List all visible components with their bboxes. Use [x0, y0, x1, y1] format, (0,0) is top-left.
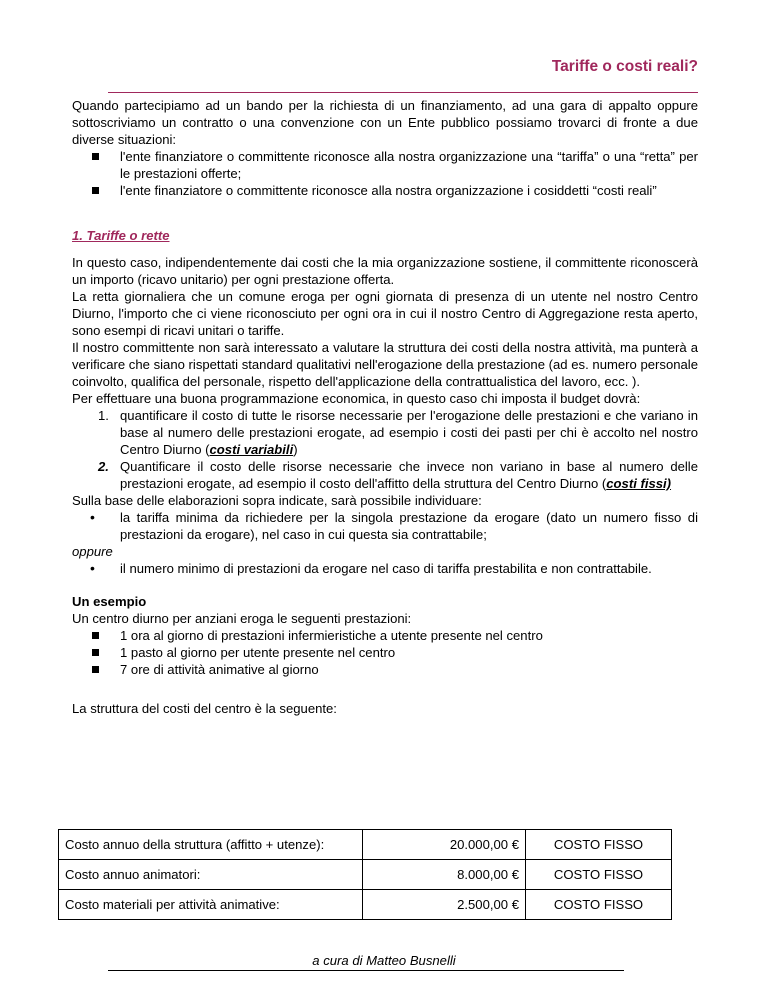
spacer — [72, 678, 698, 700]
budget-steps-list — [72, 407, 698, 492]
cost-structure-intro: La struttura del costi del centro è la seguente: — [72, 701, 337, 716]
intro-bullet-list — [72, 148, 698, 199]
section1-paragraph: La retta giornaliera che un comune eroga per ogni giornata di presenza di un utente nel nostro Centro Diurno, l'importo che ci viene riconosciuto per ogni ora in cui il nostro Centro di Aggregazione resta aperto, sono esempi di ricavi unitari o tariffe. — [72, 289, 698, 338]
cost-amount: 2.500,00 € — [363, 890, 526, 920]
list-item: • il numero minimo di prestazioni da erogare nel caso di tariffa prestabilita e non contrattabile. — [90, 560, 652, 576]
table-row — [59, 860, 672, 890]
spacer — [72, 577, 698, 593]
section1-paragraph: Il nostro committente non sarà interessato a valutare la struttura dei costi della nostra attività, ma punterà a verificare che siano rispettati standard qualitativi nell'erogazione della prestazione (ad es. numero personale coinvolto, qualifica del personale, rispetto dell'applicazione della contrattualistica del lavoro, ecc. ). — [72, 340, 698, 389]
table-row — [59, 830, 672, 860]
example-heading: Un esempio — [72, 594, 147, 609]
header-divider — [108, 92, 698, 93]
footer-author: a cura di Matteo Busnelli — [312, 953, 456, 968]
cost-table — [58, 829, 672, 920]
step-number: 2. — [98, 459, 109, 474]
list-item: l'ente finanziatore o committente riconosce alla nostra organizzazione i cosiddetti “costi reali” — [120, 182, 698, 199]
outcome-list — [72, 509, 698, 543]
list-item: • la tariffa minima da richiedere per la singola prestazione da erogare (dato un numero fisso di prestazioni da erogare), nel caso in cui questa sia contrattabile; — [90, 509, 698, 542]
section1-paragraph: Sulla base delle elaborazioni sopra indicate, sarà possibile individuare: — [72, 493, 482, 508]
square-bullet-icon — [92, 632, 99, 639]
cost-type: COSTO FISSO — [526, 830, 672, 860]
list-item: 1 ora al giorno di prestazioni infermieristiche a utente presente nel centro — [120, 627, 698, 644]
emphasis-costi-variabili: costi variabili — [209, 442, 294, 457]
cost-label: Costo annuo animatori: — [59, 860, 363, 890]
section1-paragraph: Per effettuare una buona programmazione economica, in questo caso chi imposta il budget dovrà: — [72, 391, 641, 406]
cost-label: Costo materiali per attività animative: — [59, 890, 363, 920]
list-item: l'ente finanziatore o committente riconosce alla nostra organizzazione una “tariffa” o una “retta” per le prestazioni offerte; — [120, 148, 698, 182]
footer-divider — [108, 970, 624, 971]
intro-paragraph: Quando partecipiamo ad un bando per la richiesta di un finanziamento, ad una gara di appalto oppure sottoscriviamo un contratto o una convenzione con un Ente pubblico possiamo trovarci di fronte a due diverse situazioni: — [72, 98, 698, 147]
oppure-label: oppure — [72, 544, 113, 559]
square-bullet-icon — [92, 666, 99, 673]
cost-type: COSTO FISSO — [526, 860, 672, 890]
square-bullet-icon — [92, 649, 99, 656]
page-title: Tariffe o costi reali? — [551, 58, 698, 75]
cost-amount: 8.000,00 € — [363, 860, 526, 890]
example-bullet-list — [72, 627, 698, 678]
outcome-list — [72, 560, 698, 577]
square-bullet-icon — [92, 153, 99, 160]
cost-amount: 20.000,00 € — [363, 830, 526, 860]
example-intro: Un centro diurno per anziani eroga le seguenti prestazioni: — [72, 611, 412, 626]
list-item: 1. quantificare il costo di tutte le risorse necessarie per l'erogazione delle prestazioni e che variano in base al numero delle prestazioni erogate, ad esempio i costi dei pasti per chi è accolto nel nostro Centro Diurno (costi variabili) — [98, 408, 698, 457]
section1-paragraph: In questo caso, indipendentemente dai costi che la mia organizzazione sostiene, il committente riconoscerà un importo (ricavo unitario) per ogni prestazione offerta. — [72, 255, 698, 287]
step-number: 1. — [98, 408, 109, 423]
square-bullet-icon — [92, 187, 99, 194]
section-heading-tariffe: 1. Tariffe o rette — [72, 228, 170, 243]
list-item: 2. Quantificare il costo delle risorse necessarie che invece non variano in base al numero delle prestazioni erogate, ad esempio il costo dell'affitto della struttura del Centro Diurno (costi fissi) — [98, 459, 698, 491]
emphasis-costi-fissi: costi fissi) — [606, 476, 672, 491]
list-item: 1 pasto al giorno per utente presente nel centro — [120, 644, 698, 661]
table-row — [59, 890, 672, 920]
document-body — [72, 97, 698, 717]
dot-bullet-icon: • — [90, 509, 95, 525]
cost-label: Costo annuo della struttura (affitto + utenze): — [59, 830, 363, 860]
list-item: 7 ore di attività animative al giorno — [120, 661, 698, 678]
dot-bullet-icon: • — [90, 560, 95, 576]
cost-type: COSTO FISSO — [526, 890, 672, 920]
